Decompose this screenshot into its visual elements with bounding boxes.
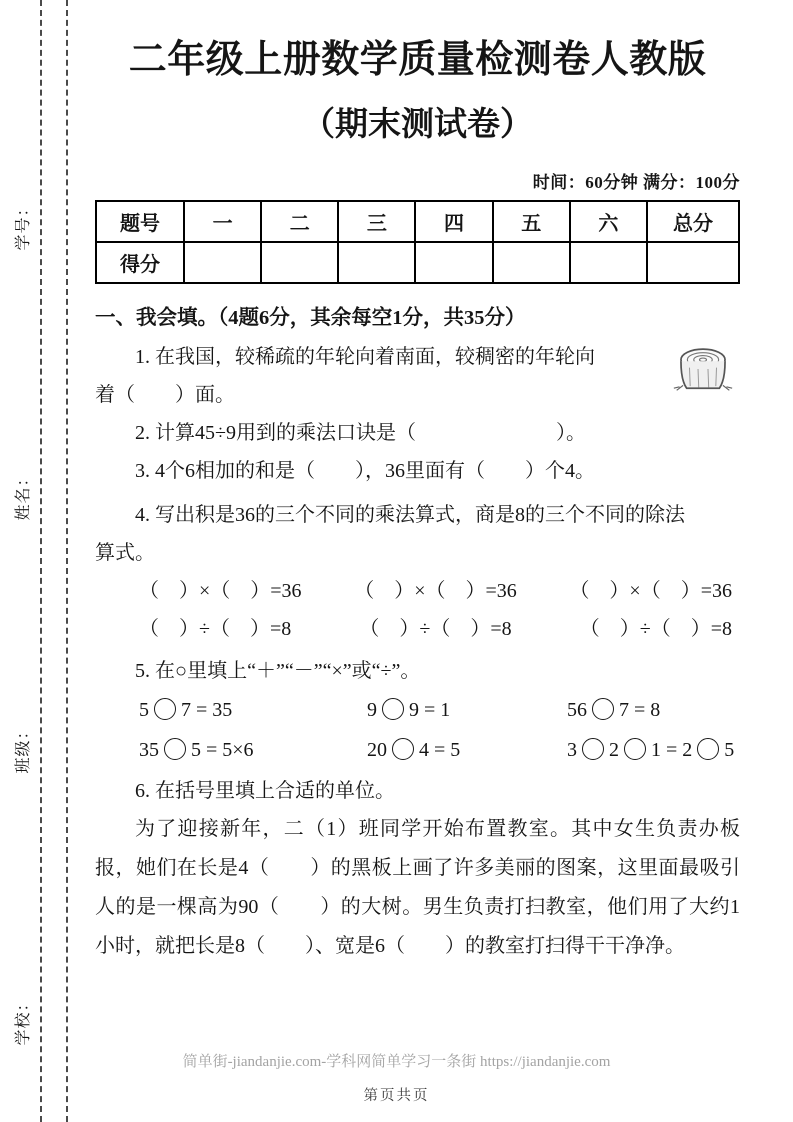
equation-text: 35 [139, 739, 159, 761]
equation-blank: （ ）×（ ）=36 [569, 580, 732, 602]
score-cell-empty [338, 242, 415, 283]
operation-equation [367, 730, 567, 770]
operation-equation [139, 690, 367, 730]
equation-blank: （ ）×（ ）=36 [139, 580, 302, 602]
operation-circle [697, 738, 719, 760]
equation-text: 7 = 35 [181, 699, 233, 721]
exam-subtitle: （期末测试卷） [302, 107, 533, 143]
equation-blank: （ ）÷（ ）=8 [579, 618, 732, 640]
operation-circle [592, 698, 614, 720]
equation-text: 4 = 5 [419, 739, 461, 761]
exam-content [95, 0, 740, 966]
question-5 [95, 652, 740, 770]
seal-label-name: 姓名： [15, 469, 32, 521]
equation-text: 1 = 2 [651, 739, 693, 761]
question-1 [95, 338, 740, 414]
seal-label-student-id: 学号： [15, 199, 32, 251]
score-table-header-row [96, 201, 739, 242]
question-5-heading: 5. 在○里填上“＋”“－”“×”或“÷”。 [135, 660, 421, 682]
equation-blank: （ ）÷（ ）=8 [139, 618, 292, 640]
equation-text: 20 [367, 739, 387, 761]
score-cell-empty [570, 242, 647, 283]
score-table-cell-q1: 一 [184, 201, 261, 242]
operation-circle [582, 738, 604, 760]
operation-equation [139, 730, 367, 770]
equation-text: 9 [367, 699, 377, 721]
score-cell-empty [493, 242, 570, 283]
equation-text: 5 [139, 699, 149, 721]
score-cell-empty [415, 242, 492, 283]
score-table-cell-q5: 五 [493, 201, 570, 242]
operation-circle [624, 738, 646, 760]
equation-blank: （ ）×（ ）=36 [354, 580, 517, 602]
equation-text: 7 = 8 [619, 699, 661, 721]
operation-row-2 [95, 730, 740, 770]
operation-circle [382, 698, 404, 720]
question-1-line2: 着（ ）面。 [95, 384, 235, 406]
question-6-heading: 6. 在括号里填上合适的单位。 [135, 780, 395, 802]
multiplication-equations-row [95, 572, 740, 610]
exam-title: 二年级上册数学质量检测卷人教版 [128, 39, 707, 81]
footer-brand: 简单街-jiandanjie.com-学科网简单学习一条街 https://jiandanjie.com [182, 1054, 611, 1070]
question-6 [95, 772, 740, 966]
question-6-paragraph: 为了迎接新年，二（1）班同学开始布置教室。其中女生负责办板报，她们在长是4（ ）的黑板上画了许多美丽的图案，这里面最吸引人的是一棵高为90（ ）的大树。男生负责打扫教室，他们用了大约1小时，就把长是8（ ）、宽是6（ ）的教室打扫得干干净净。 [95, 818, 740, 957]
score-cell-empty [184, 242, 261, 283]
operation-row-1 [95, 690, 740, 730]
division-equations-row [95, 610, 740, 648]
operation-circle [154, 698, 176, 720]
score-table-cell-q4: 四 [415, 201, 492, 242]
time-score-info: 时间：60分钟 满分：100分 [532, 173, 740, 192]
score-table-cell-q2: 二 [261, 201, 338, 242]
seal-label-school: 学校： [15, 994, 32, 1046]
equation-text: 5 = 5×6 [191, 739, 254, 761]
operation-equation [567, 730, 740, 770]
score-cell-empty [647, 242, 739, 283]
operation-circle [164, 738, 186, 760]
seal-dashed-line-outer [40, 0, 42, 1122]
score-table-cell-q6: 六 [570, 201, 647, 242]
score-table [95, 200, 740, 284]
question-3: 3. 4个6相加的和是（ ），36里面有（ ）个4。 [135, 460, 595, 482]
equation-text: 56 [567, 699, 587, 721]
equation-text: 2 [609, 739, 619, 761]
equation-blank: （ ）÷（ ）=8 [359, 618, 512, 640]
question-4 [95, 496, 740, 648]
score-table-score-row [96, 242, 739, 283]
operation-equation [567, 690, 740, 730]
score-table-score-label: 得分 [96, 242, 184, 283]
question-4-line1: 4. 写出积是36的三个不同的乘法算式，商是8的三个不同的除法 [135, 504, 685, 526]
equation-text: 3 [567, 739, 577, 761]
footer-page-indicator: 第页共页 [363, 1088, 430, 1104]
score-table-cell-total: 总分 [647, 201, 739, 242]
operation-equation [367, 690, 567, 730]
section-one-heading: 一、我会填。（4题6分，其余每空1分，共35分） [95, 307, 526, 329]
tree-stump-icon [666, 342, 740, 406]
operation-circle [392, 738, 414, 760]
question-4-line2: 算式。 [95, 542, 155, 564]
score-cell-empty [261, 242, 338, 283]
seal-dashed-line-inner [66, 0, 68, 1122]
question-1-line1: 1. 在我国，较稀疏的年轮向着南面，较稠密的年轮向 [135, 346, 595, 368]
equation-text: 9 = 1 [409, 699, 451, 721]
score-table-cell-q3: 三 [338, 201, 415, 242]
equation-text: 5 [724, 739, 735, 761]
score-table-cell-label: 题号 [96, 201, 184, 242]
question-2: 2. 计算45÷9用到的乘法口诀是（ ）。 [135, 422, 586, 444]
seal-label-class: 班级： [15, 722, 32, 774]
